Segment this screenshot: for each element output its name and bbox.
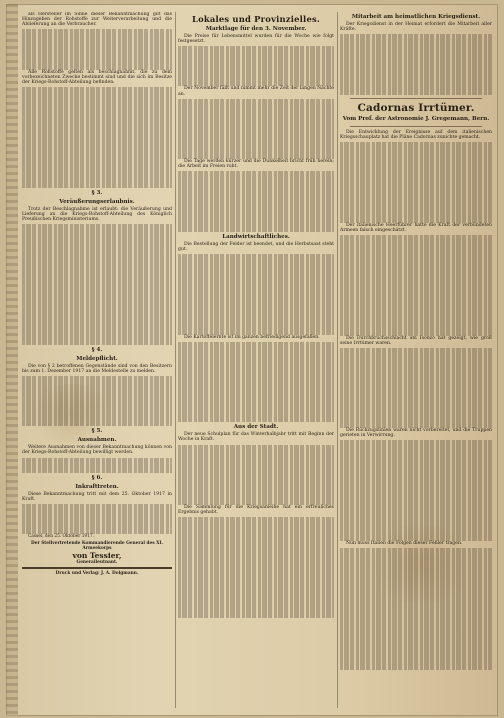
text-line: [22, 529, 172, 534]
text-line: [178, 227, 334, 232]
paragraph: Die Durchbruchsschlacht am Isonzo hat gezeigt, wie groß seine Irrtümer waren.: [340, 335, 492, 346]
text-line: [178, 330, 334, 335]
column-rule: [337, 12, 338, 708]
text-line: [22, 183, 172, 188]
sub-heading: Aus der Stadt.: [233, 424, 279, 431]
text-line: [178, 500, 334, 505]
paragraph: als Hersteller im Sinne dieser Bekanntmachung gilt das Hinzugeben der Rohstoffe zur Weiterverarbeitung und die Ablieferung an die Verbraucher.: [22, 12, 172, 28]
section-heading: Meldepflicht.: [76, 355, 118, 362]
market-subtitle: Marktlage für den 3. November.: [205, 26, 307, 32]
text-line: [340, 330, 492, 335]
divider: [350, 98, 482, 99]
imprint: Druck und Verlag: J. A. Dolgmann.: [55, 571, 139, 577]
text-line: [22, 64, 172, 69]
binding-edge: [6, 4, 18, 716]
paragraph: Die Sammlung für die Kriegsanleihe hat ein erfreuliches Ergebnis gehabt.: [178, 505, 334, 516]
paragraph: Der November fällt und nimmt mehr die Zeit der langen Nächte an.: [178, 86, 334, 97]
paragraph: Die Bestellung der Felder ist beendet, und die Herbstsaat steht gut.: [178, 241, 334, 252]
section-number: § 3.: [91, 189, 103, 196]
text-line: [178, 417, 334, 422]
paragraph: Diese Bekanntmachung tritt mit dem 25. Oktober 1917 in Kraft.: [22, 491, 172, 502]
divider: [350, 126, 482, 127]
column-2: [178, 12, 334, 708]
paragraph: Die Tage werden kürzer und die Dunkelheit bricht früh herein; die Arbeit im Freien ruht.: [178, 159, 334, 170]
paragraph: Nun muss Italien die Folgen dieser Fehler tragen.: [346, 541, 463, 547]
section-number: § 4.: [91, 346, 103, 353]
signature-name: von Tessier,: [72, 551, 122, 561]
text-line: [178, 81, 334, 86]
paragraph: Der Kriegsdienst in der Heimat erfordert die Mitarbeit aller Kräfte.: [340, 22, 492, 33]
paragraph: Die Kartoffelernte ist im ganzen befriedigend ausgefallen.: [184, 334, 320, 340]
text-line: [178, 613, 334, 618]
newspaper-page: [6, 4, 498, 716]
paragraph: Die Preise für Lebensmittel wurden für die Woche wie folgt festgesetzt.: [178, 34, 334, 45]
text-line: [22, 340, 172, 345]
column-head: Mitarbeit am heimatlichen Kriegsdienst.: [351, 14, 481, 20]
article-byline: Vom Prof. der Astronomie J. Gregemann, Bern.: [342, 115, 490, 122]
text-line: [178, 154, 334, 159]
signature-rank: Generalleutnant.: [76, 560, 118, 566]
place-date: Cassel, den 25. Oktober 1917.: [28, 534, 94, 540]
text-line: [340, 423, 492, 428]
paragraph: Die Rückzugslinien waren nicht vorbereitet, und die Truppen gerieten in Verwirrung.: [340, 428, 492, 439]
text-line: [22, 421, 172, 426]
section-heading: Ausnahmen.: [77, 437, 117, 444]
text-line: [340, 536, 492, 541]
section-number: § 6.: [91, 474, 103, 481]
paragraph: Die von § 2 betroffenen Gegenstände sind von den Besitzern bis zum 1. Dezember 1917 an die Meldestelle zu melden.: [22, 363, 172, 374]
paragraph: Trotz der Beschlagnahme ist erlaubt: die Veräußerung und Lieferung an die Kriegs-Rohstoff-Abteilung des Königlich Preußischen Kriegsministeriums.: [22, 206, 172, 222]
section-heading: Inkrafttreten.: [75, 483, 119, 490]
divider: [22, 567, 172, 569]
article-title: Cadornas Irrtümer.: [357, 101, 475, 114]
text-line: [340, 217, 492, 222]
paragraph: Weitere Ausnahmen von dieser Bekanntmachung können von der Kriegs-Rohstoff-Abteilung bewilligt werden.: [22, 445, 172, 456]
column-1: [22, 12, 172, 708]
paragraph: Der italienische Heerführer hatte die Kraft der verbündeten Armeen falsch eingeschätzt.: [340, 222, 492, 233]
sub-heading: Landwirtschaftliches.: [222, 233, 290, 240]
column-3: [340, 12, 492, 708]
section-title: Lokales und Provinzielles.: [191, 14, 320, 24]
text-line: [22, 468, 172, 473]
column-rule: [175, 12, 176, 708]
section-number: § 5.: [91, 428, 103, 435]
paragraph: Die Entwicklung der Ereignisse auf dem italienischen Kriegsschauplatz hat die Pläne Cadornas zunichte gemacht.: [340, 129, 492, 140]
text-line: [340, 665, 492, 670]
section-heading: Veräußerungserlaubnis.: [59, 198, 135, 205]
paragraph: Alle Rohstoffe gelten als beschlagnahmt, die zu dem vorbezeichneten Zwecke bestimmt sind und die sich im Besitze der Kriegs-Rohstoff-Abteilung befinden.: [22, 69, 172, 85]
text-line: [340, 90, 492, 95]
authority: Der Stellvertretende Kommandierende General des XI. Armeekorps: [30, 541, 164, 552]
paragraph: Der neue Schulplan für das Winterhalbjahr tritt mit Beginn der Woche in Kraft.: [178, 432, 334, 443]
